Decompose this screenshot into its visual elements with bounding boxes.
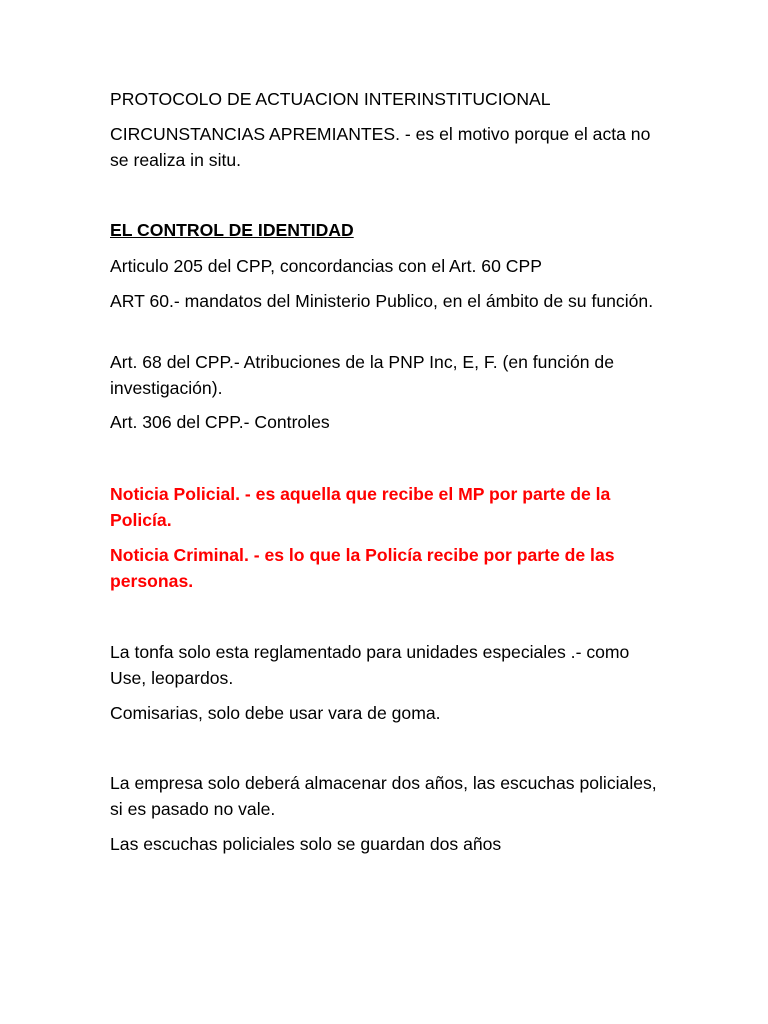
noticia-policial-paragraph: Noticia Policial. - es aquella que recibe el MP por parte de la Policía. <box>110 484 611 530</box>
escuchas-policiales-paragraph: Las escuchas policiales solo se guardan dos años <box>110 834 502 854</box>
noticia-criminal-paragraph: Noticia Criminal. - es lo que la Policía recibe por parte de las personas. <box>110 545 615 591</box>
articulo-205-paragraph: Articulo 205 del CPP, concordancias con el Art. 60 CPP <box>110 256 542 276</box>
circunstancias-paragraph: CIRCUNSTANCIAS APREMIANTES. - es el motivo porque el acta no se realiza in situ. <box>110 124 651 170</box>
art-60-paragraph: ART 60.- mandatos del Ministerio Publico, en el ámbito de su función. <box>110 291 654 311</box>
art-306-paragraph: Art. 306 del CPP.- Controles <box>110 412 330 432</box>
empresa-escuchas-paragraph: La empresa solo deberá almacenar dos años, las escuchas policiales, si es pasado no vale. <box>110 773 657 819</box>
control-identidad-heading: EL CONTROL DE IDENTIDAD <box>110 220 354 240</box>
protocol-title-paragraph: PROTOCOLO DE ACTUACION INTERINSTITUCIONAL <box>110 89 551 109</box>
comisarias-paragraph: Comisarias, solo debe usar vara de goma. <box>110 703 441 723</box>
art-68-paragraph: Art. 68 del CPP.- Atribuciones de la PNP Inc, E, F. (en función de investigación). <box>110 352 614 398</box>
tonfa-paragraph: La tonfa solo esta reglamentado para unidades especiales .- como Use, leopardos. <box>110 642 630 688</box>
